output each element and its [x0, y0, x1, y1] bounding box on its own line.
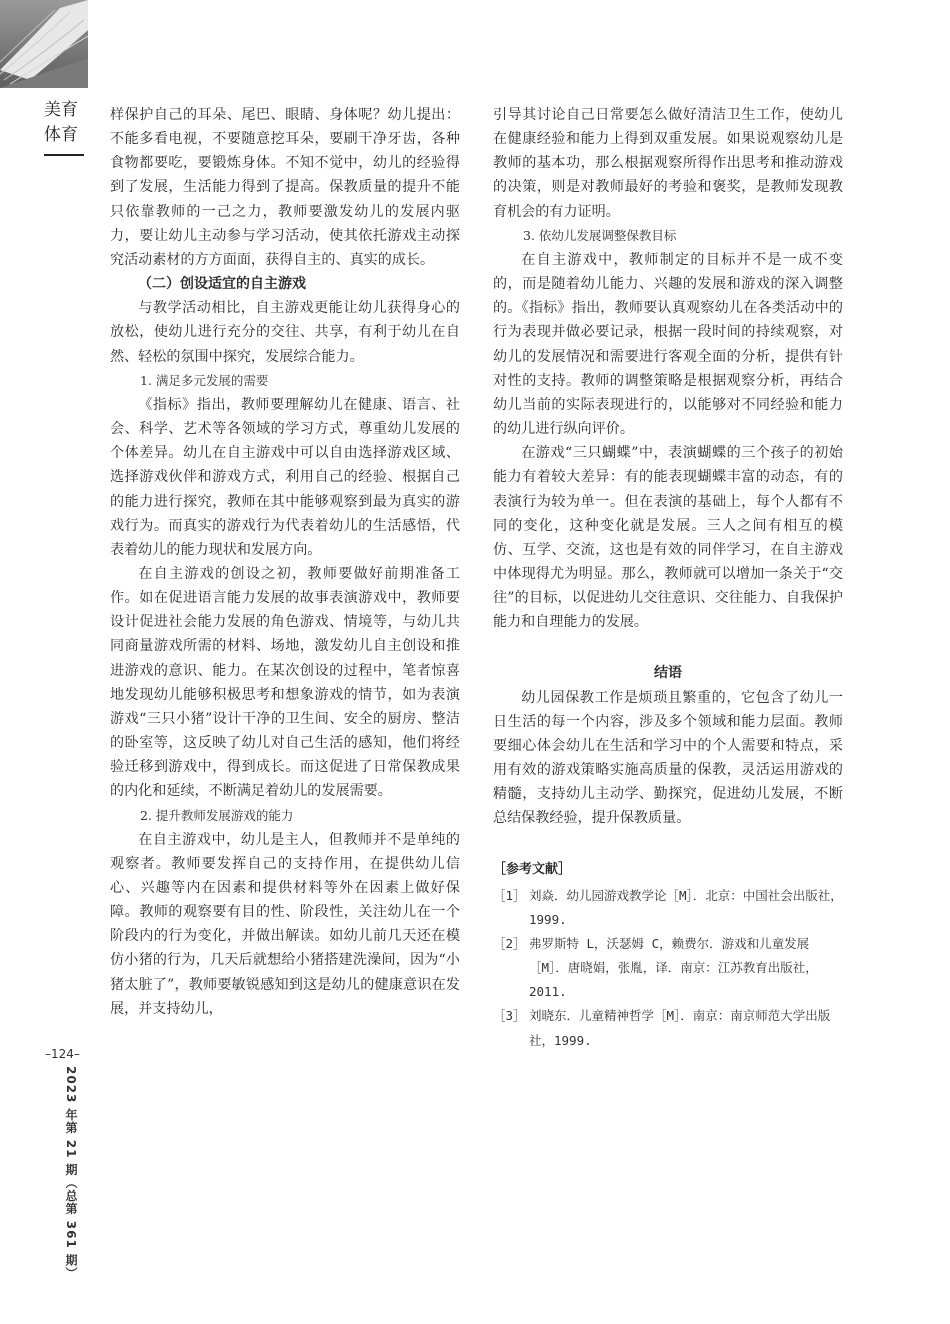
reference-list: [493, 884, 843, 1053]
reference-text: 弗罗斯特 L，沃瑟姆 C，赖费尔．游戏和儿童发展［M］．唐晓娟，张胤，译．南京：江苏教育出版社，2011.: [529, 936, 818, 1000]
paragraph: 在游戏“三只蝴蝶”中，表演蝴蝶的三个孩子的初始能力有着较大差异：有的能表现蝴蝶丰富的动态，有的表演行为较为单一。但在表演的基础上，每个人都有不同的变化，这种变化就是发展。三人之间有相互的模仿、互学、交流，这也是有效的同伴学习，在自主游戏中体现得尤为明显。那么，教师就可以增加一条关于“交往”的目标，以促进幼儿交往意识、交往能力、自我保护能力和自理能力的发展。: [493, 445, 843, 631]
reference-number: ［1］: [493, 887, 526, 903]
reference-number: ［3］: [493, 1008, 526, 1024]
subsection-heading: 3. 依幼儿发展调整保教目标: [523, 227, 677, 243]
conclusion-heading: 结语: [654, 665, 682, 682]
issue-info: 2023 年第 21 期（总第 361 期）: [64, 1066, 78, 1281]
section-divider: [44, 154, 84, 156]
paragraph: 在自主游戏中，幼儿是主人，但教师并不是单纯的观察者。教师要发挥自己的支持作用，在提供幼儿信心、兴趣等内在因素和提供材料等外在因素上做好保障。教师的观察要有目的性、阶段性，关注幼儿在一个阶段内的行为变化，并做出解读。如幼儿前几天还在模仿小猪的行为，几天后就想给小猪搭建洗澡间，因为“小猪太脏了”，教师要敏锐感知到这是幼儿的健康意识在发展，并支持幼儿，: [110, 831, 460, 1017]
paragraph: 样保护自己的耳朵、尾巴、眼睛、身体呢？幼儿提出：不能多看电视，不要随意挖耳朵，要刷干净牙齿，各种食物都要吃，要锻炼身体。不知不觉中，幼儿的经验得到了发展，生活能力得到了提高。保教质量的提升不能只依靠教师的一己之力，教师要激发幼儿的发展内驱力，要让幼儿主动参与学习活动，使其依托游戏主动探究活动素材的方方面面，获得自主的、真实的成长。: [110, 107, 460, 268]
paragraph: 与教学活动相比，自主游戏更能让幼儿获得身心的放松，使幼儿进行充分的交往、共享，有利于幼儿在自然、轻松的氛围中探究，发展综合能力。: [110, 300, 460, 365]
section-label: 美育体育: [44, 100, 78, 145]
reference-item: [493, 1004, 843, 1052]
paragraph: 在自主游戏中，教师制定的目标并不是一成不变的，而是随着幼儿能力、兴趣的发展和游戏的深入调整的。《指标》指出，教师要认真观察幼儿在各类活动中的行为表现并做必要记录，根据一段时间的持续观察，对幼儿的发展情况和需要进行客观全面的分析，提供有针对性的支持。教师的调整策略是根据观察分析，再结合幼儿当前的实际表现进行的，以能够对不同经验和能力的幼儿进行纵向评价。: [493, 251, 843, 438]
conclusion-paragraph: 幼儿园保教工作是烦琐且繁重的，它包含了幼儿一日生活的每一个内容，涉及多个领域和能力层面。教师要细心体会幼儿在生活和学习中的个人需要和特点，采用有效的游戏策略实施高质量的保教，灵活运用游戏的精髓，支持幼儿主动学、勤探究，促进幼儿发展，不断总结保教经验，提升保教质量。: [493, 689, 843, 827]
reference-item: [493, 932, 843, 1004]
right-column: [493, 103, 843, 1053]
reference-number: ［2］: [493, 936, 526, 951]
subsection-heading: 1. 满足多元发展的需要: [140, 372, 269, 388]
paragraph: 在自主游戏的创设之初，教师要做好前期准备工作。如在促进语言能力发展的故事表演游戏中，教师要设计促进社会能力发展的角色游戏、情境等，与幼儿共同商量游戏所需的材料、场地，激发幼儿自主创设和推进游戏的意识、能力。在某次创设的过程中，笔者惊喜地发现幼儿能够积极思考和想象游戏的情节，如为表演游戏“三只小猪”设计干净的卫生间、安全的厨房、整洁的卧室等，这反映了幼儿对自己生活的感知，他们将经验迁移到游戏中，得到成长。而这促进了日常保教成果的内化和延续，不断满足着幼儿的发展需要。: [110, 565, 460, 800]
paragraph: 《指标》指出，教师要理解幼儿在健康、语言、社会、科学、艺术等各领域的学习方式，尊重幼儿发展的个体差异。幼儿在自主游戏中可以自由选择游戏区域、选择游戏伙伴和游戏方式，利用自己的经验、根据自己的能力进行探究，教师在其中能够观察到最为真实的游戏行为。而真实的游戏行为代表着幼儿的生活感悟，代表着幼儿的能力现状和发展方向。: [110, 396, 460, 558]
paragraph: 引导其讨论自己日常要怎么做好清洁卫生工作，使幼儿在健康经验和能力上得到双重发展。如果说观察幼儿是教师的基本功，那么根据观察所得作出思考和推动游戏的决策，则是对教师最好的考验和褒奖，是教师发现教育机会的有力证明。: [493, 107, 843, 220]
page-number: –124–: [45, 1047, 80, 1061]
reference-text: 刘晓东．儿童精神哲学［M］．南京：南京师范大学出版社，1999.: [529, 1008, 831, 1048]
subsection-heading: 2. 提升教师发展游戏的能力: [140, 807, 294, 823]
open-book-image: [0, 0, 88, 88]
left-column: [110, 103, 460, 1021]
references-heading: ［参考文献］: [493, 861, 572, 877]
section-heading: （二）创设适宜的自主游戏: [138, 276, 306, 293]
reference-item: [493, 884, 843, 932]
reference-text: 刘焱．幼儿园游戏教学论［M］．北京：中国社会出版社，1999.: [529, 887, 843, 927]
